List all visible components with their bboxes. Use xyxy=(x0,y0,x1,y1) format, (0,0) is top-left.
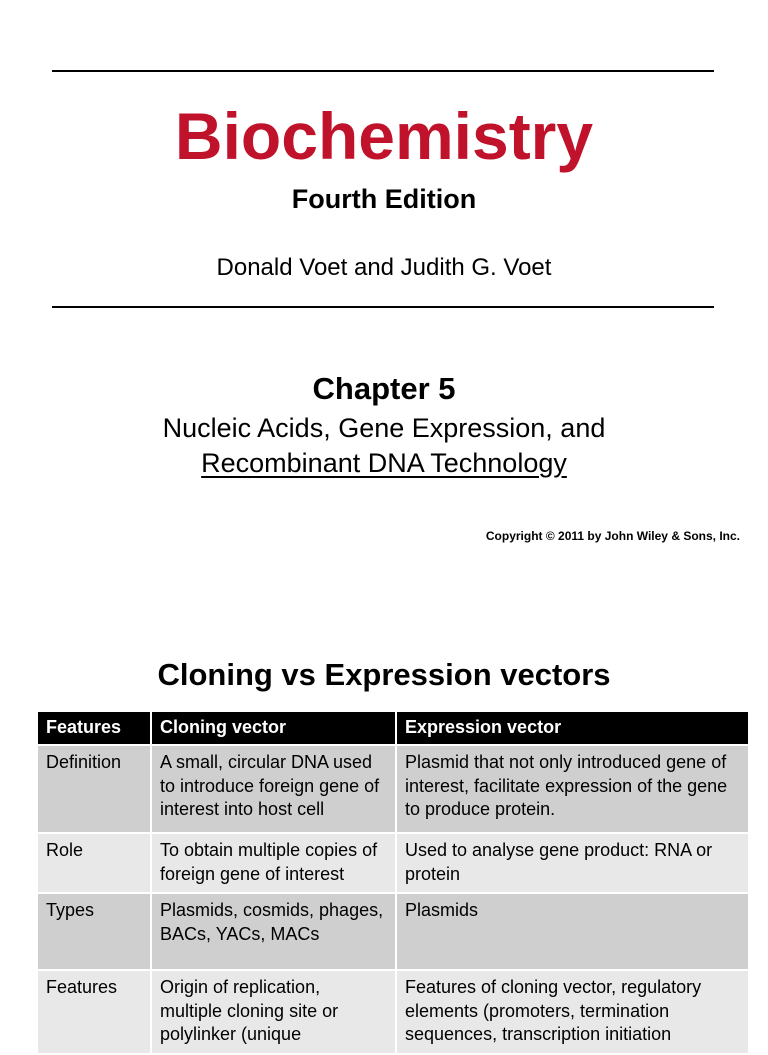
cell-cloning: Plasmids, cosmids, phages, BACs, YACs, MACs xyxy=(151,893,396,970)
header-cloning-vector: Cloning vector xyxy=(151,712,396,745)
chapter-subtitle-link[interactable]: Recombinant DNA Technology xyxy=(201,448,567,478)
cell-feature: Role xyxy=(38,833,151,893)
header-features: Features xyxy=(38,712,151,745)
comparison-table xyxy=(38,712,748,1055)
copyright-notice: Copyright © 2011 by John Wiley & Sons, Inc. xyxy=(485,529,740,543)
top-rule xyxy=(52,70,714,72)
edition-label: Fourth Edition xyxy=(291,184,477,214)
cell-cloning: To obtain multiple copies of foreign gene of interest xyxy=(151,833,396,893)
cell-feature: Definition xyxy=(38,745,151,833)
cell-cloning: A small, circular DNA used to introduce foreign gene of interest into host cell xyxy=(151,745,396,833)
cell-expression: Plasmids xyxy=(396,893,748,970)
table-row xyxy=(38,970,748,1054)
chapter-subtitle-line2 xyxy=(0,446,768,480)
cell-feature: Features xyxy=(38,970,151,1054)
table-row xyxy=(38,893,748,970)
table-row xyxy=(38,833,748,893)
cell-feature: Types xyxy=(38,893,151,970)
cell-expression: Plasmid that not only introduced gene of interest, facilitate expression of the gene to produce protein. xyxy=(396,745,748,833)
table-row xyxy=(38,745,748,833)
chapter-heading: Chapter 5 xyxy=(312,371,456,406)
cell-expression: Used to analyse gene product: RNA or protein xyxy=(396,833,748,893)
header-expression-vector: Expression vector xyxy=(396,712,748,745)
table-header-row xyxy=(38,712,748,745)
chapter-subtitle-line1: Nucleic Acids, Gene Expression, and xyxy=(162,413,606,443)
cell-cloning: Origin of replication, multiple cloning site or polylinker (unique xyxy=(151,970,396,1054)
book-title: Biochemistry xyxy=(174,99,594,173)
bottom-rule xyxy=(52,306,714,308)
authors-line: Donald Voet and Judith G. Voet xyxy=(216,254,552,281)
cell-expression: Features of cloning vector, regulatory elements (promoters, termination sequences, transcription initiation xyxy=(396,970,748,1054)
comparison-title: Cloning vs Expression vectors xyxy=(157,657,611,692)
